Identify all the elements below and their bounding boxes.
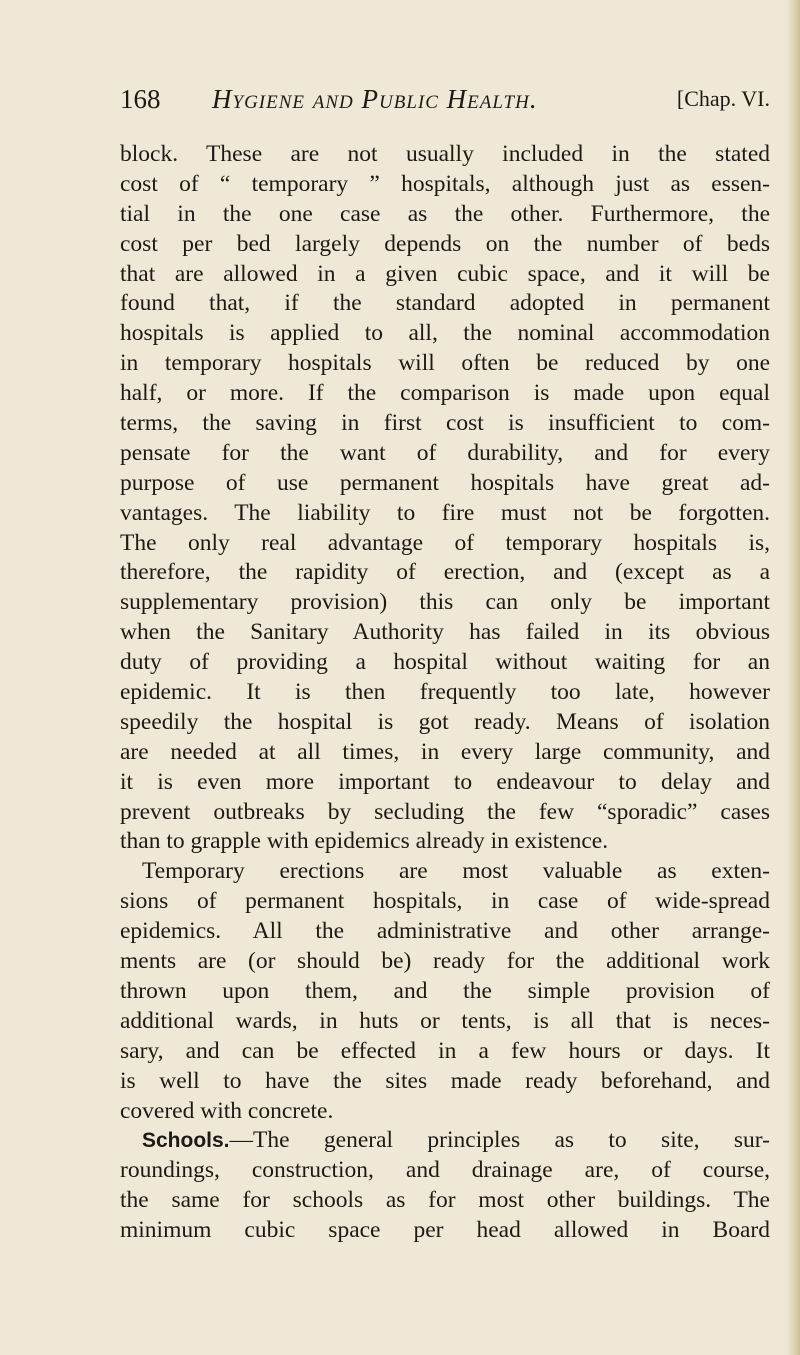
text-line: cost of “ temporary ” hospitals, although just as essen- — [120, 170, 770, 197]
text-line: additional wards, in huts or tents, is all that is neces- — [120, 1007, 770, 1034]
text-line: sions of permanent hospitals, in case of wide-spread — [120, 888, 770, 915]
text-line: roundings, construction, and drainage are, of course, — [120, 1157, 770, 1184]
text-line: supplementary provision) this can only be important — [120, 589, 770, 616]
text-line: the same for schools as for most other buildings. The — [120, 1187, 770, 1214]
text-line: minimum cubic space per head allowed in Board — [120, 1217, 770, 1244]
page-number: 168 — [120, 84, 161, 114]
running-header — [120, 84, 770, 118]
text-line: found that, if the standard adopted in permanent — [120, 290, 770, 317]
text-line: that are allowed in a given cubic space, and it will be — [120, 260, 770, 287]
text-line: pensate for the want of durability, and for every — [120, 439, 770, 466]
text-line: prevent outbreaks by secluding the few “sporadic” cases — [120, 798, 770, 825]
text-line: cost per bed largely depends on the number of beds — [120, 230, 770, 257]
text-line: hospitals is applied to all, the nominal accommodation — [120, 320, 770, 347]
text-line: it is even more important to endeavour to delay and — [120, 768, 770, 795]
text-line: purpose of use permanent hospitals have great ad- — [120, 469, 770, 496]
text-line: terms, the saving in first cost is insufficient to com- — [120, 410, 770, 437]
text-line: duty of providing a hospital without waiting for an — [120, 649, 770, 676]
text-line: speedily the hospital is got ready. Means of isolation — [120, 708, 770, 735]
text-line: tial in the one case as the other. Furthermore, the — [120, 200, 770, 227]
page-edge — [786, 0, 800, 1355]
text-line: Temporary erections are most valuable as exten- — [142, 858, 770, 885]
text-line: block. These are not usually included in the stated — [120, 141, 770, 167]
section-heading-schools: Schools. — [142, 1129, 230, 1153]
text-line: The only real advantage of temporary hospitals is, — [120, 529, 770, 556]
text-line: in temporary hospitals will often be reduced by one — [120, 350, 770, 377]
text-line: epidemics. All the administrative and other arrange- — [120, 918, 770, 945]
text-line: therefore, the rapidity of erection, and (except as a — [120, 559, 770, 586]
text-line: is well to have the sites made ready beforehand, and — [120, 1067, 770, 1094]
chapter-label: [Chap. VI. — [676, 86, 770, 111]
text-line: than to grapple with epidemics already in existence. — [120, 828, 609, 855]
text-line: ments are (or should be) ready for the additional work — [120, 948, 770, 975]
section-first-line-text: —The general principles as to site, sur- — [229, 1127, 770, 1154]
body-text — [120, 140, 770, 1246]
text-line: sary, and can be effected in a few hours or days. It — [120, 1037, 770, 1064]
text-line: epidemic. It is then frequently too late, however — [120, 679, 770, 706]
text-line: vantages. The liability to fire must not be forgotten. — [120, 499, 770, 526]
text-line: covered with concrete. — [120, 1097, 334, 1124]
section-first-line — [120, 1126, 770, 1156]
text-line: thrown upon them, and the simple provision of — [120, 977, 770, 1004]
text-line: when the Sanitary Authority has failed in its obvious — [120, 619, 770, 646]
text-line: are needed at all times, in every large community, and — [120, 738, 770, 765]
running-title: Hygiene and Public Health. — [212, 84, 538, 114]
text-line: half, or more. If the comparison is made upon equal — [120, 380, 770, 407]
